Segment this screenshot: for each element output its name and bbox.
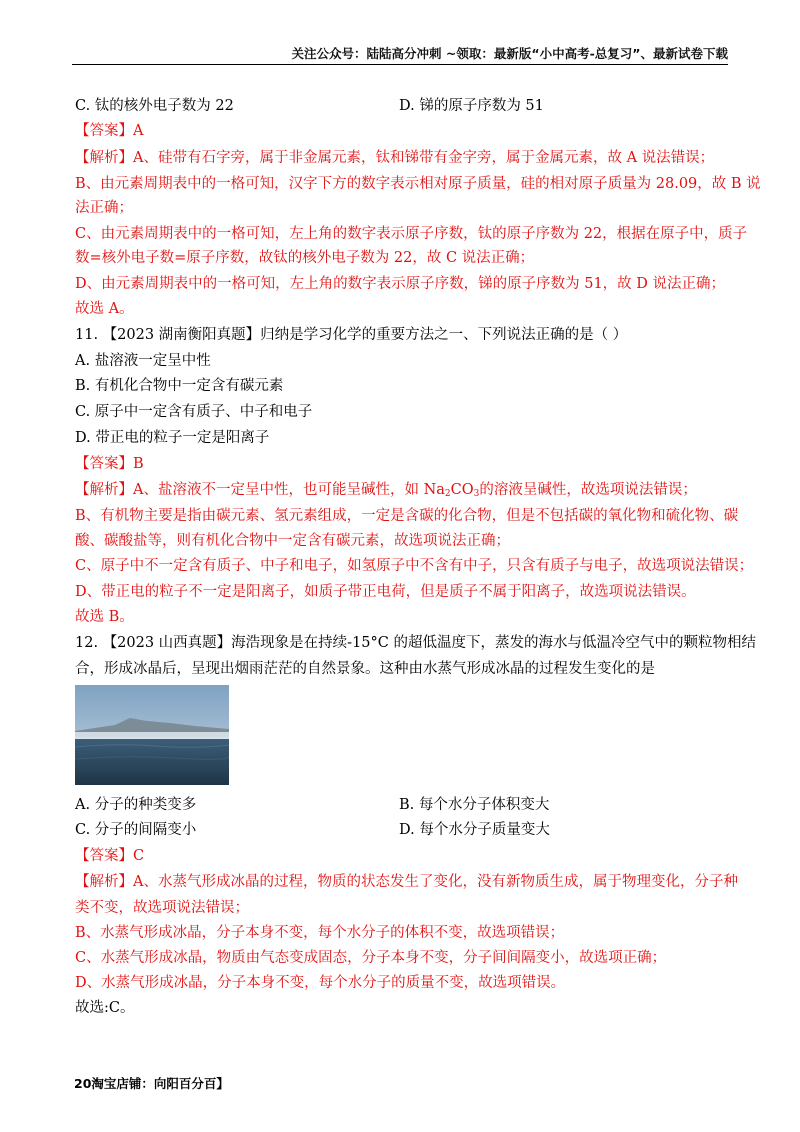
sea-smoke-photo — [75, 685, 229, 785]
answer-value: A — [133, 123, 144, 139]
q12-option-c: C. 分子的间隔变小 — [75, 822, 197, 838]
q12-answer — [75, 846, 144, 866]
q12-stem-2: 合，形成冰晶后，呈现出烟雨茫茫的自然景象。这种由水蒸气形成冰晶的过程发生变化的是 — [75, 661, 655, 677]
q10-option-d: D. 锑的原子序数为 51 — [399, 98, 544, 114]
answer-label: 【答案】 — [75, 123, 133, 139]
analysis-label: 【解析】 — [75, 874, 133, 890]
q12-option-a: A. 分子的种类变多 — [75, 797, 197, 813]
q10-analysis-2a: B、由元素周期表中的一格可知，汉字下方的数字表示相对原子质量，硅的相对原子质量为 28.09，故 B 说 — [75, 176, 761, 192]
q12-analysis-2: B、水蒸气形成冰晶，分子本身不变，每个水分子的体积不变，故选项错误； — [75, 925, 565, 941]
q10-analysis-3b: 数=核外电子数=原子序数，故钛的核外电子数为 22，故 C 说法正确； — [75, 250, 535, 266]
q11-conclusion: 故选 B。 — [75, 609, 134, 625]
answer-value: C — [133, 848, 145, 864]
q12-conclusion: 故选:C。 — [75, 1000, 135, 1016]
q12-stem-1: 12. 【2023 山西真题】海浩现象是在持续-15°C 的超低温度下，蒸发的海水与低温冷空气中的颗粒物相结 — [75, 635, 756, 651]
q11-answer — [75, 454, 144, 474]
analysis-label: 【解析】 — [75, 150, 133, 166]
q10-analysis-1: 【解析】A、硅带有石字旁，属于非金属元素，钛和锑带有金字旁，属于金属元素，故 A 说法错误； — [75, 150, 715, 166]
q11-analysis-1: 【解析】A、盐溶液不一定呈中性，也可能呈碱性，如 $Na_2CO_3$的溶液呈碱性，故选项说法错误； — [75, 482, 697, 499]
q11-option-d: D. 带正电的粒子一定是阳离子 — [75, 430, 270, 446]
q11-analysis-3: C、原子中不一定含有质子、中子和电子，如氢原子中不含有中子，只含有质子与电子，故选项说法错误； — [75, 558, 754, 574]
q12-analysis-3: C、水蒸气形成冰晶，物质由气态变成固态，分子本身不变，分子间间隔变小，故选项正确； — [75, 950, 667, 966]
q10-analysis-3a: C、由元素周期表中的一格可知，左上角的数字表示原子序数，钛的原子序数为 22，根据在原子中，质子 — [75, 226, 748, 242]
analysis-label: 【解析】 — [75, 482, 133, 498]
answer-label: 【答案】 — [75, 456, 133, 472]
q11-option-a: A. 盐溶液一定呈中性 — [75, 353, 211, 369]
q10-option-c: C. 钛的核外电子数为 22 — [75, 98, 234, 114]
q11-stem: 11. 【2023 湖南衡阳真题】归纳是学习化学的重要方法之一、下列说法正确的是（ ） — [75, 327, 628, 343]
q11-analysis-2b: 酸、碳酸盐等，则有机化合物中一定含有碳元素，故选项说法正确； — [75, 533, 510, 549]
q12-analysis-4: D、水蒸气形成冰晶，分子本身不变，每个水分子的质量不变，故选项错误。 — [75, 975, 566, 991]
q12-analysis-1b: 类不变，故选项说法错误； — [75, 900, 249, 916]
q12-option-d: D. 每个水分子质量变大 — [399, 822, 550, 838]
q11-analysis-4: D、带正电的粒子不一定是阳离子，如质子带正电荷，但是质子不属于阳离子，故选项说法错误。 — [75, 584, 696, 600]
q10-conclusion: 故选 A。 — [75, 301, 134, 317]
answer-label: 【答案】 — [75, 848, 133, 864]
page-footer: 20淘宝店铺：向阳百分百】 — [74, 1076, 229, 1091]
q11-option-b: B. 有机化合物中一定含有碳元素 — [75, 378, 284, 394]
q10-answer — [75, 121, 143, 141]
q10-analysis-2b: 法正确； — [75, 200, 133, 216]
answer-value: B — [133, 456, 144, 472]
page-header: 关注公众号：陆陆高分冲刺 ~领取：最新版“小中高考-总复习”、最新试卷下载 — [291, 46, 728, 61]
q11-analysis-2a: B、有机物主要是指由碳元素、氢元素组成，一定是含碳的化合物，但是不包括碳的氧化物和硫化物、碳 — [75, 508, 739, 524]
q12-analysis-1a: 【解析】A、水蒸气形成冰晶的过程，物质的状态发生了变化，没有新物质生成，属于物理变化，分子种 — [75, 874, 738, 890]
header-rule — [72, 64, 728, 65]
q11-option-c: C. 原子中一定含有质子、中子和电子 — [75, 404, 313, 420]
q10-analysis-4: D、由元素周期表中的一格可知，左上角的数字表示原子序数，锑的原子序数为 51，故 D 说法正确； — [75, 276, 726, 292]
q12-option-b: B. 每个水分子体积变大 — [399, 797, 550, 813]
